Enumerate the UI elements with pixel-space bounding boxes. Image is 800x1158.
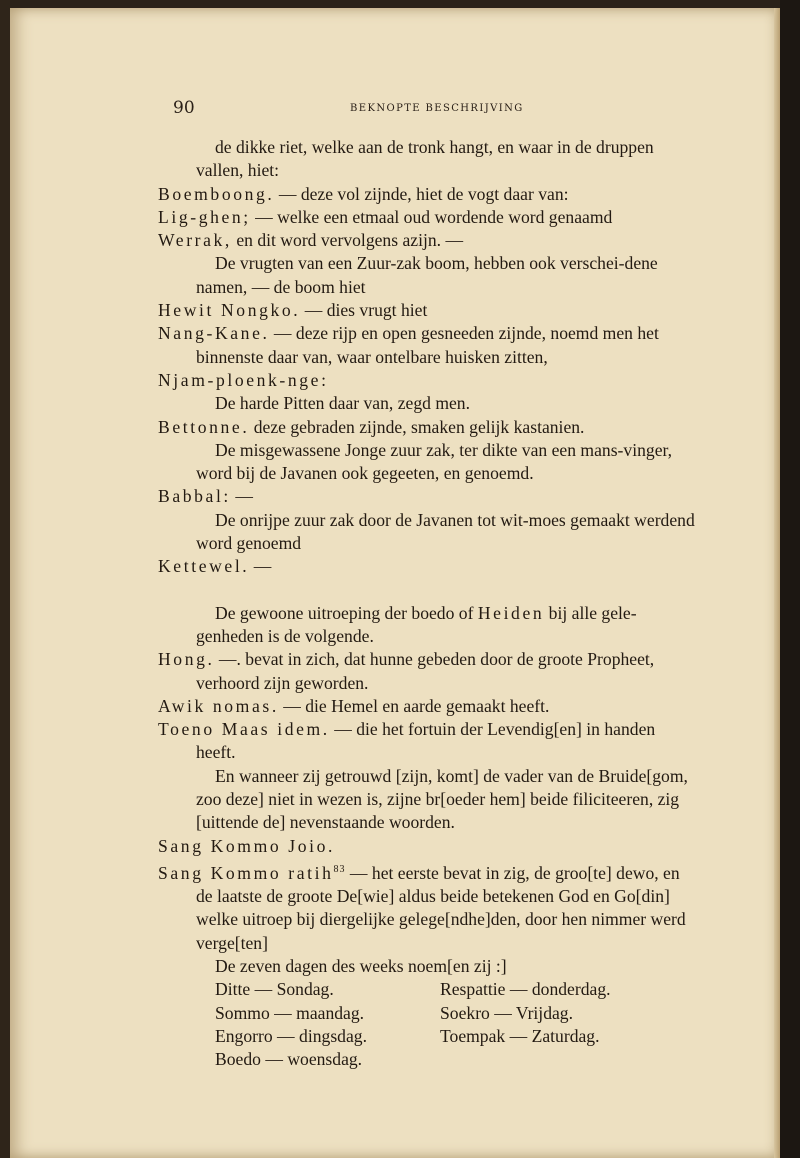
- paragraph-text: —: [249, 556, 272, 577]
- page-body-text: [158, 136, 698, 1071]
- paragraph: [158, 509, 698, 556]
- weekday-entry: [440, 1048, 680, 1071]
- spaced-term: Heiden: [477, 602, 545, 623]
- paragraph: [158, 555, 698, 578]
- paragraph: [158, 858, 698, 955]
- paragraph: [158, 229, 698, 252]
- paragraph-text: De gewoone uitroeping der boedo of: [215, 602, 478, 623]
- spaced-term: Babbal:: [158, 486, 231, 507]
- paragraph: [158, 369, 698, 392]
- paragraph: [158, 602, 698, 649]
- book-frame-top: [0, 0, 800, 8]
- weekday-entry: Ditte — Sondag.: [215, 979, 334, 1000]
- paragraph: [158, 206, 698, 229]
- spaced-term: Kettewel.: [158, 556, 250, 577]
- spaced-term: Werrak,: [158, 230, 232, 251]
- paragraph-text: De onrijpe zuur zak door de Javanen tot wit-moes gemaakt werdend word genoemd: [196, 509, 695, 554]
- spaced-term: Hong.: [158, 649, 215, 670]
- spaced-term: Lig-ghen;: [158, 206, 251, 227]
- paragraph-text: — welke een etmaal oud wordende word genaamd: [250, 206, 613, 227]
- spaced-term: Njam-ploenk-nge:: [158, 369, 329, 390]
- paragraph: [158, 136, 698, 183]
- paragraph: [158, 252, 698, 299]
- paragraph: [158, 695, 698, 718]
- paragraph-text: — het eerste bevat in zig, de groo[te] dewo, en de laatste de groote De[wie] aldus beide betekenen God en Go[din] welke uitroep bij diergelijke gelege[ndhe]den, door hen nimmer werd verge[ten]: [196, 862, 686, 953]
- spaced-term: Boemboong.: [158, 183, 275, 204]
- footnote-marker: 83: [333, 863, 346, 875]
- paragraph: [158, 955, 698, 978]
- spaced-term: Hewit Nongko.: [158, 300, 301, 321]
- weekday-entry: Soekro — Vrijdag.: [440, 1002, 574, 1023]
- spaced-term: Bettonne.: [158, 416, 250, 437]
- paragraph: [158, 485, 698, 508]
- paragraph-text: en dit word vervolgens azijn. —: [231, 230, 464, 251]
- paragraph: [158, 648, 698, 695]
- paragraph-text: — dies vrugt hiet: [300, 300, 428, 321]
- paragraph: [158, 299, 698, 322]
- spaced-term: Nang-Kane.: [158, 323, 270, 344]
- paragraph-text: De zeven dagen des weeks noem[en zij :]: [215, 955, 507, 976]
- paragraph: [158, 718, 698, 765]
- spaced-term: Sang Kommo Joio.: [158, 835, 335, 856]
- paragraph-text: bij alle gele-genheden is de volgende.: [196, 602, 637, 646]
- paragraph-text: deze gebraden zijnde, smaken gelijk kastanien.: [249, 416, 585, 437]
- spaced-term: Awik nomas.: [158, 695, 279, 716]
- paragraph-text: En wanneer zij getrouwd [zijn, komt] de vader van de Bruide[gom, zoo deze] niet in wezen is, zijne br[oeder hem] beide filiciteeren, zig [uittende de] nevenstaande woorden.: [196, 765, 688, 833]
- paragraph-text: — deze vol zijnde, hiet de vogt daar van:: [274, 183, 569, 204]
- running-header: BEKNOPTE BESCHRIJVING: [350, 103, 524, 114]
- paragraph-text: —: [230, 486, 253, 507]
- spaced-term: Sang Kommo ratih: [158, 862, 334, 883]
- page-header: [10, 98, 780, 122]
- paragraph: [158, 416, 698, 439]
- weekday-entry: Engorro — dingsdag.: [215, 1025, 367, 1046]
- paragraph-text: — die Hemel en aarde gemaakt heeft.: [278, 695, 550, 716]
- page-number: 90: [173, 98, 195, 118]
- paragraph-text: — die het fortuin der Levendig[en] in handen heeft.: [196, 719, 656, 763]
- spaced-term: Toeno Maas idem.: [158, 719, 330, 740]
- weekdays-list: [158, 978, 698, 1071]
- book-frame-right: [780, 0, 800, 1158]
- paragraph-text: De harde Pitten daar van, zegd men.: [215, 393, 471, 414]
- paragraph: [158, 765, 698, 835]
- paragraph: [158, 835, 698, 858]
- paragraph: [158, 183, 698, 206]
- paragraph-text: De vrugten van een Zuur-zak boom, hebben ook verschei-dene namen, — de boom hiet: [196, 253, 658, 297]
- weekday-entry: Respattie — donderdag.: [440, 979, 611, 1000]
- paragraph-text: — deze rijp en open gesneeden zijnde, noemd men het binnenste daar van, waar ontelbare huisken zitten,: [196, 323, 659, 367]
- paragraph-text: de dikke riet, welke aan de tronk hangt, en waar in de druppen vallen, hiet:: [196, 137, 654, 181]
- paragraph: [158, 439, 698, 486]
- paragraph-text: De misgewassene Jonge zuur zak, ter dikte van een mans-vinger, word bij de Javanen ook gegeeten, en genoemd.: [196, 439, 673, 484]
- paragraph-text: —. bevat in zich, dat hunne gebeden door de groote Propheet, verhoord zijn geworden.: [196, 649, 655, 693]
- paragraph: [158, 322, 698, 369]
- weekday-entry: Toempak — Zaturdag.: [440, 1025, 600, 1046]
- weekday-entry: Sommo — maandag.: [215, 1002, 365, 1023]
- paragraph: [158, 392, 698, 415]
- paragraph-gap: [158, 579, 698, 602]
- weekday-entry: Boedo — woensdag.: [215, 1049, 363, 1070]
- book-frame-left: [0, 0, 10, 1158]
